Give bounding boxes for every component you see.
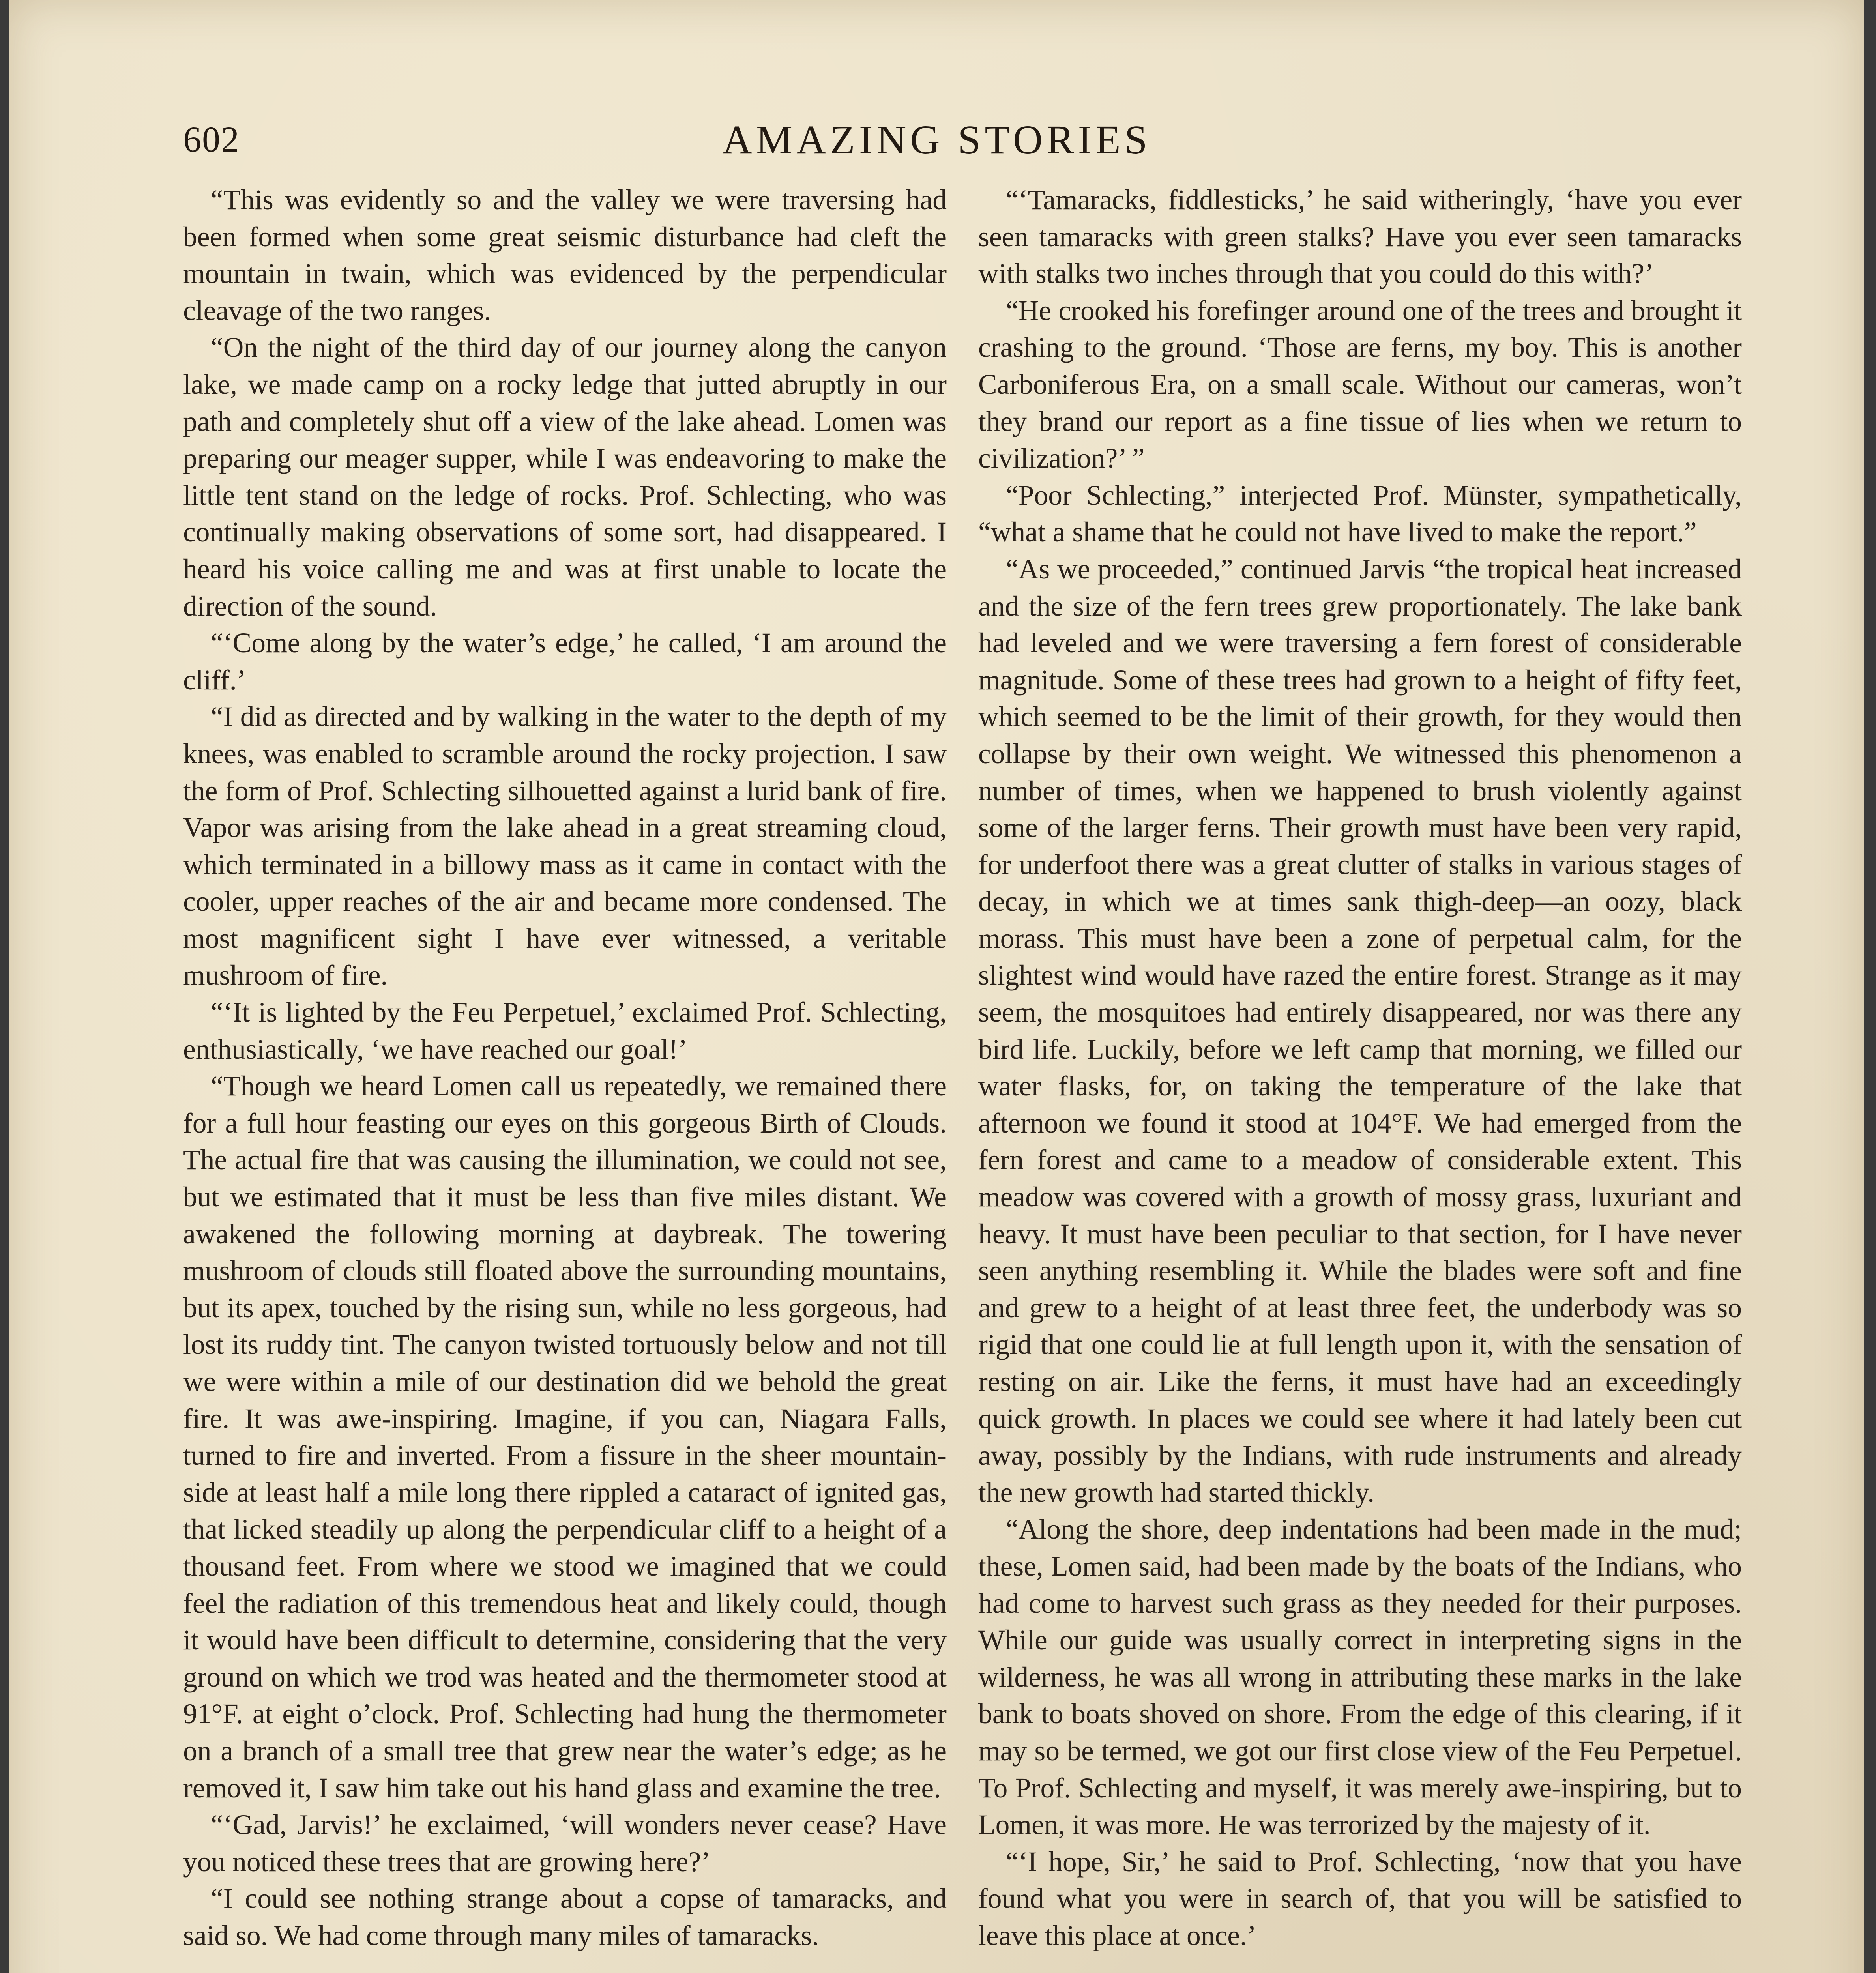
paragraph: “Poor Schlecting,” interjected Prof. Münster, sympathetically, “what a shame that he could not have lived to make the report.” xyxy=(978,479,1742,548)
paragraph: “‘It is lighted by the Feu Perpetuel,’ exclaimed Prof. Schlecting, enthusiastically, ‘we have reached our goal!’ xyxy=(183,997,947,1065)
page-number: 602 xyxy=(183,119,240,159)
paragraph: “‘Gad, Jarvis!’ he exclaimed, ‘will wonders never cease? Have you noticed these trees that are growing here?’ xyxy=(183,1809,947,1878)
paragraph: “Along the shore, deep indentations had been made in the mud; these, Lomen said, had been made by the boats of the Indians, who had come to harvest such grass as they needed for their purposes. While our guide was usually correct in interpreting signs in the wilderness, he was all wrong in attributing these marks in the lake bank to boats shoved on shore. From the edge of this clearing, if it may so be termed, we got our first close view of the Feu Perpetuel. To Prof. Schlecting and myself, it was merely awe-inspiring, but to Lomen, it was more. He was terrorized by the majesty of it. xyxy=(978,1514,1742,1841)
magazine-title: AMAZING STORIES xyxy=(722,117,1151,163)
paragraph: “As we proceeded,” continued Jarvis “the tropical heat increased and the size of the fern trees grew proportionately. The lake bank had leveled and we were traversing a fern forest of considerable magnitude. Some of these trees had grown to a height of fifty feet, which seemed to be the limit of their growth, for they would then collapse by their own weight. We witnessed this phenomenon a number of times, when we happened to brush violently against some of the larger ferns. Their growth must have been very rapid, for underfoot there was a great clutter of stalks in various stages of decay, in which we at times sank thigh-deep—an oozy, black morass. This must have been a zone of perpetual calm, for the slightest wind would have razed the entire forest. Strange as it may seem, the mosquitoes had entirely disappeared, nor was there any bird life. Luckily, before we left camp that morning, we filled our water flasks, for, on taking the temperature of the lake that afternoon we found it stood at 104°F. We had emerged from the fern forest and came to a meadow of considerable extent. This meadow was covered with a growth of mossy grass, luxuriant and heavy. It must have been peculiar to that section, for I have never seen anything resembling it. While the blades were soft and fine and grew to a height of at least three feet, the underbody was so rigid that one could lie at full length upon it, with the sensation of resting on air. Like the ferns, it must have had an exceedingly quick growth. In places we could see where it had lately been cut away, possibly by the Indians, with rude instruments and already the new growth had started thickly. xyxy=(978,553,1742,1508)
paragraph: “‘Come along by the water’s edge,’ he called, ‘I am around the cliff.’ xyxy=(183,627,947,696)
paragraph: “I did as directed and by walking in the water to the depth of my knees, was enabled to scramble around the rocky projection. I saw the form of Prof. Schlecting silhouetted against a lurid bank of fire. Vapor was arising from the lake ahead in a great streaming cloud, which terminated in a billowy mass as it came in contact with the cooler, upper reaches of the air and became more condensed. The most magnificent sight I have ever witnessed, a veritable mushroom of fire. xyxy=(183,701,947,991)
right-text-column xyxy=(978,182,1742,1954)
paragraph: “Though we heard Lomen call us repeatedly, we remained there for a full hour feasting our eyes on this gorgeous Birth of Clouds. The actual fire that was causing the illumination, we could not see, but we estimated that it must be less than five miles distant. We awakened the following morning at daybreak. The towering mushroom of clouds still floated above the surrounding mountains, but its apex, touched by the rising sun, while no less gorgeous, had lost its ruddy tint. The canyon twisted tortuously below and not till we were within a mile of our destination did we behold the great fire. It was awe-inspiring. Imagine, if you can, Niagara Falls, turned to fire and inverted. From a fissure in the sheer mountain-side at least half a mile long there rippled a cataract of ignited gas, that licked steadily up along the perpendicular cliff to a height of a thousand feet. From where we stood we imagined that we could feel the radiation of this tremendous heat and likely could, though it would have been difficult to determine, considering that the very ground on which we trod was heated and the thermometer stood at 91°F. at eight o’clock. Prof. Schlecting had hung the thermometer on a branch of a small tree that grew near the water’s edge; as he removed it, I saw him take out his hand glass and examine the tree. xyxy=(183,1071,947,1804)
left-text-column xyxy=(183,182,947,1954)
magazine-page xyxy=(9,0,1864,1973)
paragraph: “On the night of the third day of our journey along the canyon lake, we made camp on a rocky ledge that jutted abruptly in our path and completely shut off a view of the lake ahead. Lomen was preparing our meager supper, while I was endeavoring to make the little tent stand on the ledge of rocks. Prof. Schlecting, who was continually making observations of some sort, had disappeared. I heard his voice calling me and was at first unable to locate the direction of the sound. xyxy=(183,332,947,622)
paragraph: “I could see nothing strange about a copse of tamaracks, and said so. We had come through many miles of tamaracks. xyxy=(183,1883,947,1951)
paragraph: “‘Tamaracks, fiddlesticks,’ he said witheringly, ‘have you ever seen tamaracks with green stalks? Have you ever seen tamaracks with stalks two inches through that you could do this with?’ xyxy=(978,184,1742,290)
paragraph: “This was evidently so and the valley we were traversing had been formed when some great seismic disturbance had cleft the mountain in twain, which was evidenced by the perpendicular cleavage of the two ranges. xyxy=(183,184,947,326)
paragraph: “‘I hope, Sir,’ he said to Prof. Schlecting, ‘now that you have found what you were in search of, that you will be satisfied to leave this place at once.’ xyxy=(978,1846,1742,1951)
paragraph: “He crooked his forefinger around one of the trees and brought it crashing to the ground. ‘Those are ferns, my boy. This is another Carboniferous Era, on a small scale. Without our cameras, won’t they brand our report as a fine tissue of lies when we return to civilization?’ ” xyxy=(978,295,1742,474)
